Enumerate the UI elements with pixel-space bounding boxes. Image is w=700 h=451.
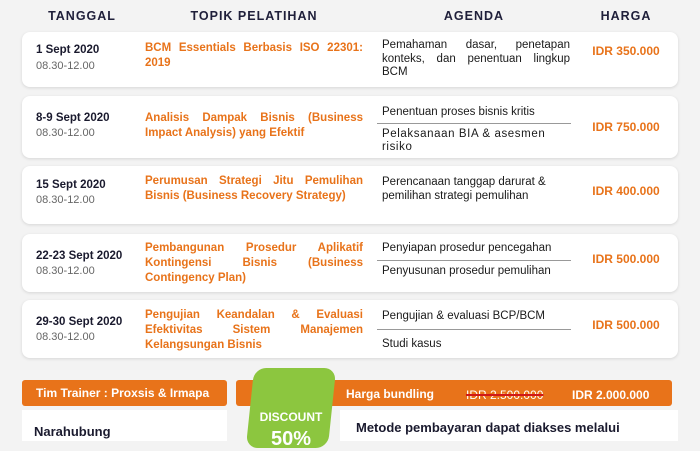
table-row (22, 234, 678, 292)
payment-text: Metode pembayaran dapat diakses melalui (356, 420, 620, 435)
row-time: 08.30-12.00 (36, 194, 95, 206)
row-agenda: Penyiapan prosedur pencegahan (382, 242, 552, 254)
row-topic: Analisis Dampak Bisnis (Business Impact Analysis) yang Efektif (145, 112, 363, 139)
agenda-divider (377, 123, 571, 124)
row-time: 08.30-12.00 (36, 331, 95, 343)
row-price: IDR 750.000 (592, 120, 660, 134)
discount-percent: 50% (270, 428, 312, 450)
bundling-label: Harga bundling (346, 387, 434, 401)
row-date: 8-9 Sept 2020 (36, 112, 110, 124)
header-harga: HARGA (600, 9, 652, 23)
row-time: 08.30-12.00 (36, 265, 95, 277)
agenda-divider (377, 329, 571, 330)
table-row (22, 96, 678, 158)
row-agenda: Penentuan proses bisnis kritis (382, 106, 535, 118)
row-time: 08.30-12.00 (36, 60, 95, 72)
table-row (22, 300, 678, 358)
row-price: IDR 500.000 (592, 252, 660, 266)
row-agenda: Pelaksanaan BIA & asesmen risiko (382, 128, 546, 153)
table-row (22, 166, 678, 224)
old-price: IDR 2.500.000 (466, 388, 544, 402)
row-topic: BCM Essentials Berbasis ISO 22301: 2019 (145, 42, 363, 69)
discount-label: DISCOUNT (259, 410, 323, 424)
row-date: 15 Sept 2020 (36, 179, 106, 191)
row-date: 22-23 Sept 2020 (36, 250, 123, 262)
row-date: 29-30 Sept 2020 (36, 316, 123, 328)
row-agenda: Pengujian & evaluasi BCP/BCM (382, 310, 545, 322)
new-price: IDR 2.000.000 (572, 388, 650, 402)
row-date: 1 Sept 2020 (36, 44, 100, 56)
contact-label: Narahubung (34, 424, 111, 439)
row-price: IDR 500.000 (592, 318, 660, 332)
row-agenda: Studi kasus (382, 338, 442, 350)
row-time: 08.30-12.00 (36, 127, 95, 139)
trainer-banner: Tim Trainer : Proxsis & Irmapa (22, 380, 227, 406)
agenda-divider (377, 260, 571, 261)
row-topic: Pengujian Keandalan & Evaluasi Efektivitas Sistem Manajemen Kelangsungan Bisnis (145, 309, 363, 351)
row-price: IDR 350.000 (592, 44, 660, 58)
header-topik: TOPIK PELATIHAN (190, 9, 318, 23)
row-topic: Perumusan Strategi Jitu Pemulihan Bisnis (Business Recovery Strategy) (145, 175, 363, 202)
row-agenda: Perencanaan tanggap darurat & pemilihan strategi pemulihan (382, 176, 546, 202)
row-agenda: Pemahaman dasar, penetapan konteks, dan penentuan lingkup BCM (382, 39, 570, 78)
row-topic: Pembangunan Prosedur Aplikatif Kontingensi Bisnis (Business Contingency Plan) (145, 242, 363, 284)
header-agenda: AGENDA (443, 9, 505, 23)
header-tanggal: TANGGAL (48, 9, 116, 23)
row-agenda: Penyusunan prosedur pemulihan (382, 265, 551, 277)
table-row (22, 32, 678, 87)
row-price: IDR 400.000 (592, 184, 660, 198)
table-header (22, 0, 678, 32)
